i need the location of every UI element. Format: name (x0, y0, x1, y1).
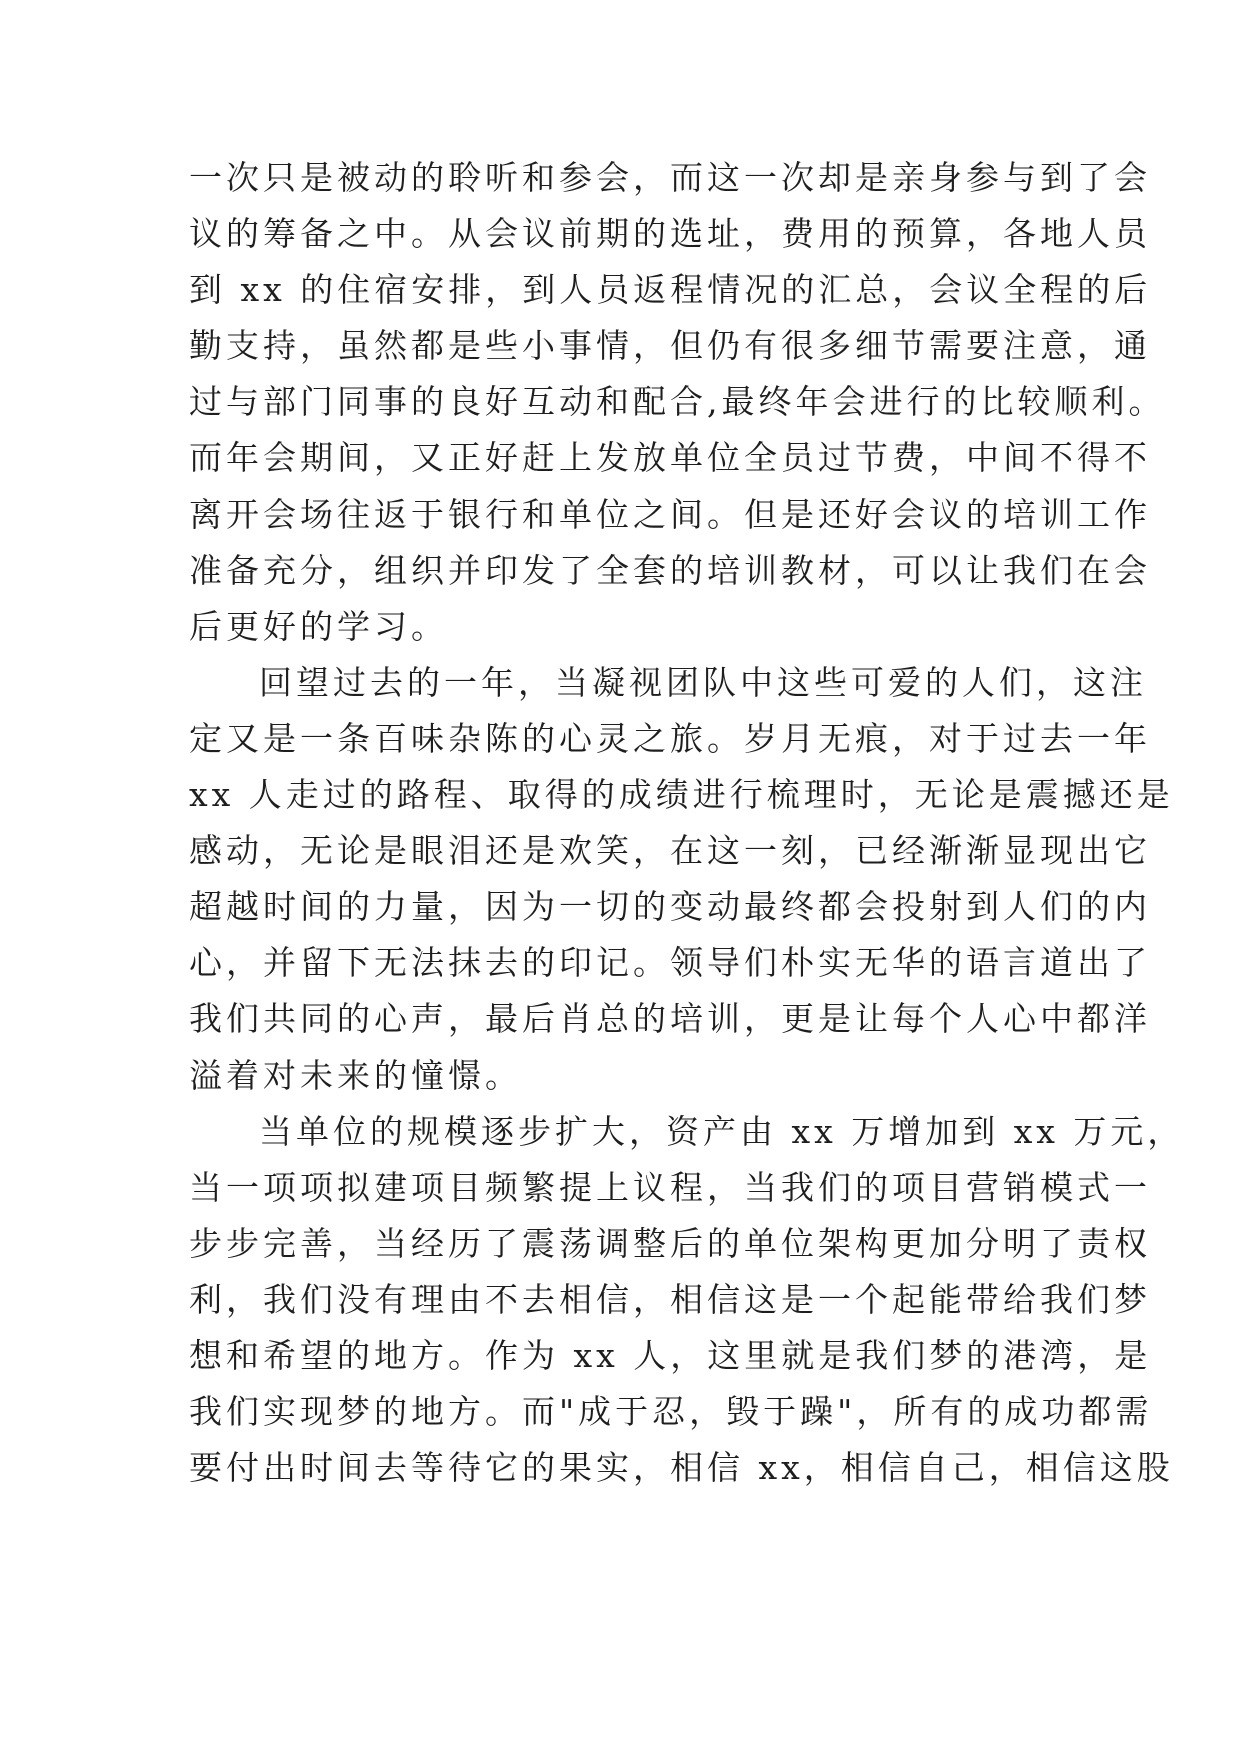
text-line: 过与部门同事的良好互动和配合,最终年会进行的比较顺利。 (189, 382, 1166, 422)
paragraph-3 (189, 1104, 1185, 1497)
text-line: 想和希望的地方。作为 xx 人，这里就是我们梦的港湾，是 (189, 1335, 1152, 1375)
text-line: 溢着对未来的憧憬。 (189, 1055, 522, 1095)
text-line: 离开会场往返于银行和单位之间。但是还好会议的培训工作 (189, 494, 1151, 534)
text-line: 当一项项拟建项目频繁提上议程，当我们的项目营销模式一 (189, 1167, 1151, 1207)
text-line: 勤支持，虽然都是些小事情，但仍有很多细节需要注意，通 (189, 326, 1151, 366)
text-line: 心，并留下无法抹去的印记。领导们朴实无华的语言道出了 (189, 943, 1151, 983)
text-line: 而年会期间，又正好赶上发放单位全员过节费，中间不得不 (189, 438, 1151, 478)
paragraph-2 (189, 655, 1174, 1104)
text-line: 利，我们没有理由不去相信，相信这是一个起能带给我们梦 (189, 1279, 1151, 1319)
paragraph-1 (189, 150, 1166, 655)
text-line: 一次只是被动的聆听和参会，而这一次却是亲身参与到了会 (189, 158, 1151, 197)
text-line: 要付出时间去等待它的果实，相信 xx，相信自己，相信这股 (189, 1448, 1174, 1488)
text-line: xx 人走过的路程、取得的成绩进行梳理时，无论是震撼还是 (189, 775, 1174, 815)
text-line-first-indented: 当单位的规模逐步扩大，资产由 xx 万增加到 xx 万元， (259, 1111, 1185, 1151)
text-line: 后更好的学习。 (189, 606, 448, 646)
text-line: 准备充分，组织并印发了全套的培训教材，可以让我们在会 (189, 550, 1151, 590)
text-line-first-indented: 回望过去的一年，当凝视团队中这些可爱的人们，这注 (259, 662, 1147, 702)
text-line: 感动，无论是眼泪还是欢笑，在这一刻，已经渐渐显现出它 (189, 831, 1151, 871)
text-line: 超越时间的力量，因为一切的变动最终都会投射到人们的内 (189, 887, 1151, 927)
text-line: 我们实现梦的地方。而"成于忍，毁于躁"，所有的成功都需 (189, 1392, 1153, 1432)
text-line: 到 xx 的住宿安排，到人员返程情况的汇总，会议全程的后 (189, 270, 1152, 310)
text-line: 步步完善，当经历了震荡调整后的单位架构更加分明了责权 (189, 1223, 1151, 1263)
body-text (189, 150, 1185, 1496)
text-line: 议的筹备之中。从会议前期的选址，费用的预算，各地人员 (189, 214, 1151, 254)
text-line: 我们共同的心声，最后肖总的培训，更是让每个人心中都洋 (189, 999, 1151, 1039)
text-line: 定又是一条百味杂陈的心灵之旅。岁月无痕，对于过去一年 (189, 718, 1151, 758)
